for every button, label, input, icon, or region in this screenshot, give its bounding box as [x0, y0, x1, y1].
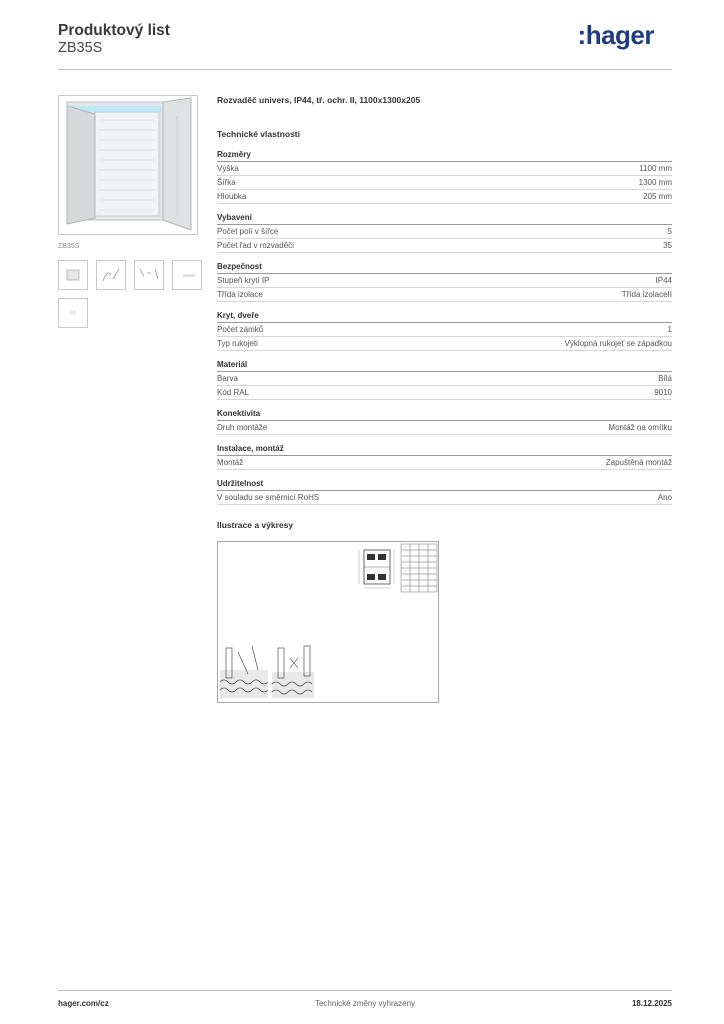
spec-group-safety	[217, 262, 672, 302]
spec-row	[217, 456, 672, 470]
spec-label: Třída izolace	[217, 290, 263, 299]
spec-group-title: Instalace, montáž	[217, 444, 672, 456]
spec-row	[217, 491, 672, 505]
spec-value: Bílá	[658, 374, 672, 383]
spec-row	[217, 239, 672, 253]
spec-value: Ano	[657, 493, 672, 502]
spec-group-title: Kryt, dveře	[217, 311, 672, 323]
thumbnail-image	[59, 299, 87, 327]
spec-value: Montáž na omítku	[608, 423, 672, 432]
spec-label: Počet řad v rozvaděči	[217, 241, 294, 250]
thumbnail-1[interactable]	[58, 260, 88, 290]
thumbnail-3[interactable]	[134, 260, 164, 290]
spec-group-material	[217, 360, 672, 400]
spec-label: Počet zámků	[217, 325, 264, 334]
page-footer	[58, 990, 672, 1010]
spec-value: 1300 mm	[638, 178, 672, 187]
footer-date: 18.12.2025	[631, 999, 672, 1008]
spec-group-title: Udržitelnost	[217, 479, 672, 491]
spec-row	[217, 386, 672, 400]
spec-label: Kód RAL	[217, 388, 250, 397]
spec-value: 5	[667, 227, 672, 236]
spec-value: 35	[663, 241, 672, 250]
cabinet-image	[59, 96, 197, 234]
dimension-drawing	[359, 550, 394, 588]
spec-row	[217, 162, 672, 176]
spec-group-title: Materiál	[217, 360, 672, 372]
spec-value: Výklopná rukojeť se západkou	[564, 339, 672, 348]
logo-text: hager	[585, 20, 654, 50]
spec-label: Stupeň krytí IP	[217, 276, 270, 285]
spec-group-installation	[217, 444, 672, 470]
spec-value: 9010	[654, 388, 672, 397]
image-column	[58, 95, 208, 328]
spec-label: Šířka	[217, 178, 236, 187]
spec-value: IP44	[655, 276, 672, 285]
spec-group-title: Rozměry	[217, 150, 672, 162]
footer-website-link[interactable]: hager.com/cz	[58, 999, 109, 1008]
spec-group-title: Bezpečnost	[217, 262, 672, 274]
spec-row	[217, 288, 672, 302]
thumbnail-5[interactable]	[58, 298, 88, 328]
spec-group-connectivity	[217, 409, 672, 435]
spec-label: Hloubka	[217, 192, 247, 201]
spec-row	[217, 225, 672, 239]
spec-row	[217, 323, 672, 337]
thumbnail-image	[135, 261, 163, 289]
thumbnail-4[interactable]	[172, 260, 202, 290]
page-header	[58, 20, 672, 70]
spec-row	[217, 274, 672, 288]
spec-group-dimensions	[217, 150, 672, 204]
spec-column	[217, 95, 672, 703]
spec-group-title: Vybavení	[217, 213, 672, 225]
product-photo[interactable]	[58, 95, 198, 235]
spec-group-sustainability	[217, 479, 672, 505]
spec-row	[217, 190, 672, 204]
spec-value: Třída izolaceII	[621, 290, 672, 299]
thumbnail-strip	[58, 260, 208, 328]
spec-label: Výška	[217, 164, 239, 173]
product-code: ZB35S	[58, 40, 103, 56]
technical-drawings[interactable]	[218, 542, 438, 702]
thumbnail-2[interactable]	[96, 260, 126, 290]
spec-row	[217, 421, 672, 435]
spec-label: Barva	[217, 374, 238, 383]
thumbnail-image	[59, 261, 87, 289]
spec-row	[217, 176, 672, 190]
spec-value: 1	[667, 325, 672, 334]
illustrations-heading: Ilustrace a výkresy	[217, 520, 294, 530]
spec-value: 205 mm	[643, 192, 672, 201]
spec-label: Druh montáže	[217, 423, 268, 432]
spec-label: Montáž	[217, 458, 244, 467]
photo-caption: ZB35S	[58, 243, 80, 250]
installation-drawing	[220, 646, 314, 698]
hager-logo[interactable]	[578, 20, 654, 51]
spec-row	[217, 372, 672, 386]
product-description: Rozvaděč univers, IP44, tř. ochr. II, 1100x1300x205	[217, 95, 421, 105]
spec-group-cover-doors	[217, 311, 672, 351]
spec-value: Zapuštěná montáž	[605, 458, 672, 467]
spec-label: Typ rukojeti	[217, 339, 258, 348]
thumbnail-image	[173, 261, 201, 289]
document-title: Produktový list	[58, 22, 170, 39]
parts-table	[401, 544, 437, 592]
spec-label: V souladu se směrnicí RoHS	[217, 493, 320, 502]
footer-disclaimer: Technické změny vyhrazeny	[314, 999, 416, 1008]
spec-group-title: Konektivita	[217, 409, 672, 421]
logo-dot: :	[577, 20, 586, 50]
tech-specs-heading: Technické vlastnosti	[217, 129, 300, 139]
spec-value: 1100 mm	[639, 164, 672, 173]
thumbnail-image	[97, 261, 125, 289]
spec-label: Počet polí v šířce	[217, 227, 279, 236]
spec-group-equipment	[217, 213, 672, 253]
spec-row	[217, 337, 672, 351]
illustrations-box	[217, 541, 439, 703]
